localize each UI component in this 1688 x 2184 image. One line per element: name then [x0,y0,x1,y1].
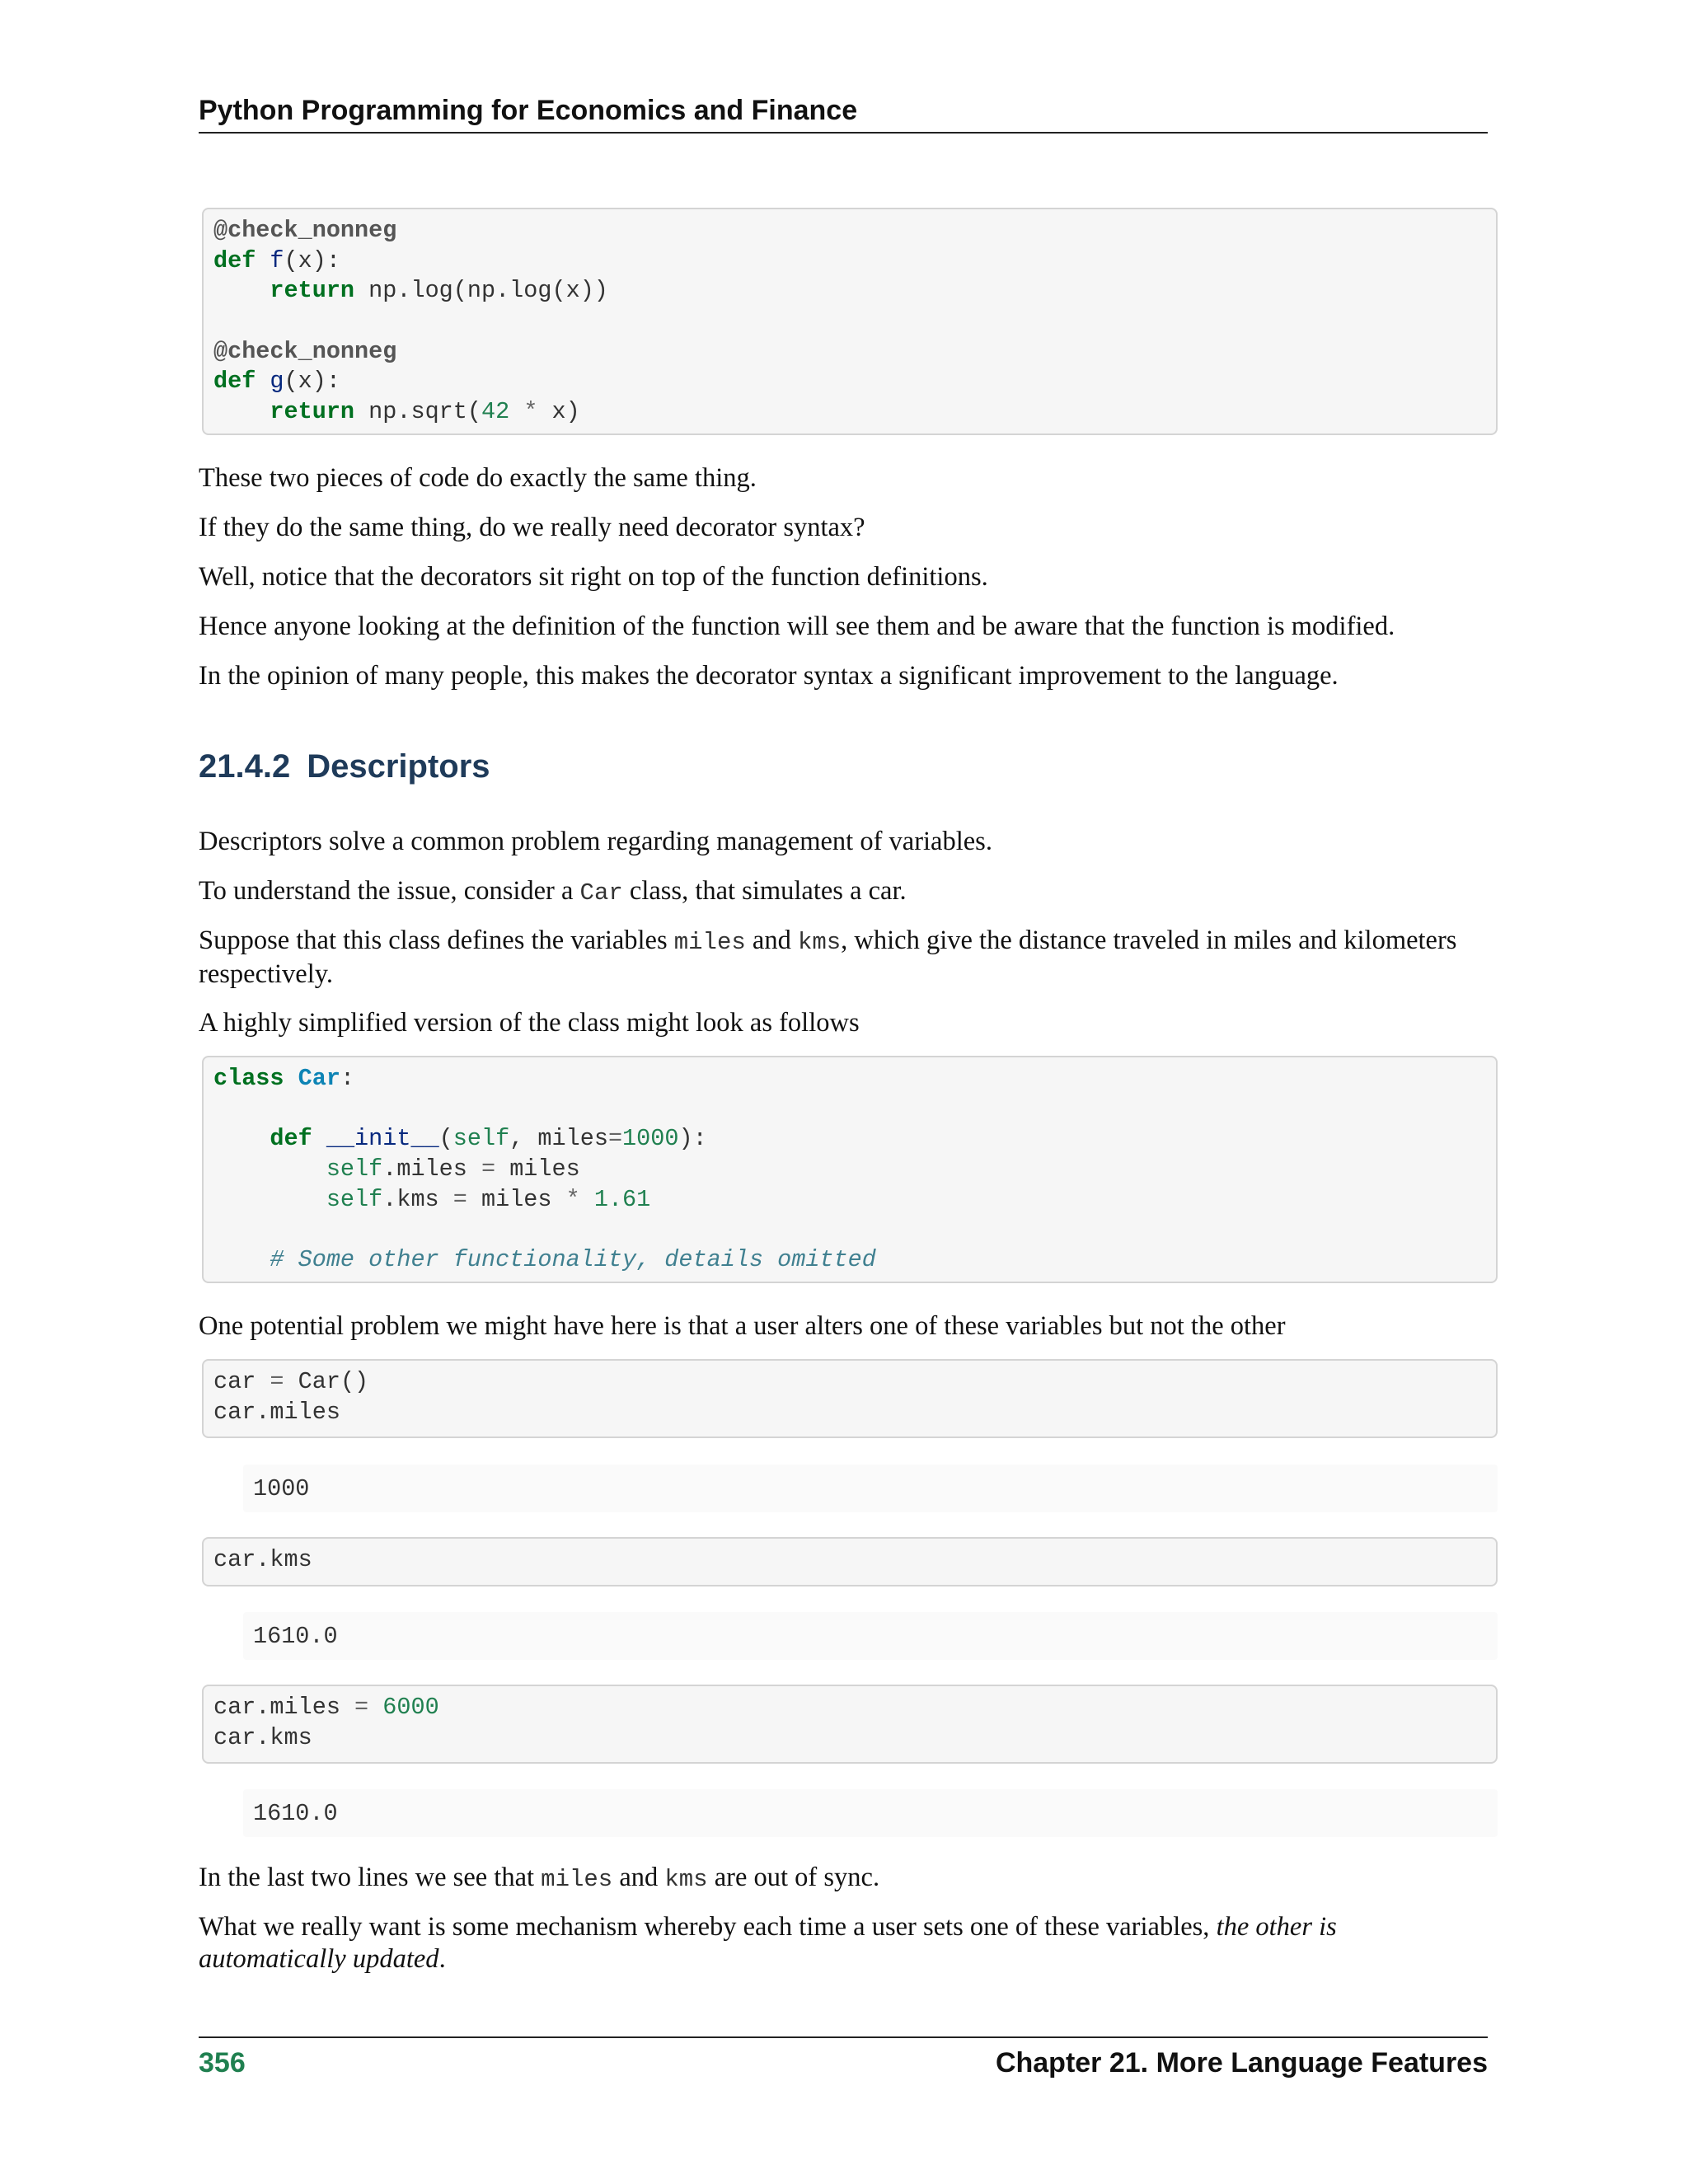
paragraph [199,1862,1488,1896]
code-text: miles [481,1185,552,1213]
def-keyword: def [270,1125,312,1153]
function-args: (x): [284,246,340,274]
number-literal: 6000 [382,1694,439,1721]
code-block-car-instance [202,1359,1498,1438]
operator: = [481,1155,496,1183]
paragraph: These two pieces of code do exactly the same thing. [199,463,757,493]
paragraph: If they do the same thing, do we really need decorator syntax? [199,513,865,542]
running-footer [199,2042,1488,2083]
paragraph [199,1911,1488,1975]
text-run: Suppose that this class defines the variables [199,926,674,955]
operator: = [354,1694,369,1721]
text-run: and [745,926,798,955]
paragraph [199,925,1488,991]
self-token: self [326,1185,383,1213]
text-run: . [438,1944,446,1974]
output-block [243,1789,1498,1837]
output-block [243,1465,1498,1512]
paragraph: In the opinion of many people, this makes the decorator syntax a significant improvement to the language. [199,661,1339,691]
paragraph: Descriptors solve a common problem regarding management of variables. [199,827,992,856]
code-block-set-miles [202,1685,1498,1764]
paragraph [199,875,1488,909]
number-literal: 1.61 [593,1185,651,1213]
inline-code: Car [579,879,623,907]
output-text: 1000 [253,1475,310,1502]
code-block-decorators [202,208,1498,435]
inline-code: miles [541,1866,613,1893]
section-title: Descriptors [307,748,490,785]
decorator-token: @check_nonneg [213,337,397,365]
def-keyword: def [213,246,256,274]
text-run: are out of sync. [707,1863,880,1892]
number-literal: 42 [481,398,510,426]
code-text: , miles [509,1125,608,1153]
section-number: 21.4.2 [199,748,291,785]
output-block [243,1612,1498,1660]
def-keyword: def [213,368,256,396]
paragraph: A highly simplified version of the class might look as follows [199,1008,860,1038]
self-token: self [326,1155,383,1183]
code-text: car.miles [213,1694,340,1721]
operator: * [565,1185,580,1213]
code-text: car.kms [213,1546,312,1573]
text-run: What we really want is some mechanism whereby each time a user sets one of these variables, [199,1912,1217,1942]
function-name: g [270,368,284,396]
text-run: To understand the issue, consider a [199,876,580,906]
code-text: .kms [382,1185,439,1213]
text-run: class, that simulates a car. [622,876,907,906]
chapter-title: Chapter 21. More Language Features [995,2047,1488,2079]
code-text: car.kms [213,1723,312,1751]
function-name: __init__ [326,1125,439,1153]
paragraph: Hence anyone looking at the definition of the function will see them and be aware that the function is modified. [199,612,1395,641]
self-token: self [452,1125,510,1153]
code-block-car-class [202,1056,1498,1283]
class-keyword: class [213,1065,284,1092]
operator: = [452,1185,467,1213]
code-block-kms [202,1537,1498,1586]
class-name: Car [298,1065,340,1092]
page-number: 356 [199,2047,246,2079]
operator: * [523,398,538,426]
code-text: car [213,1368,256,1395]
code-text: car.miles [213,1398,340,1426]
function-args: (x): [284,368,340,396]
operator: = [270,1368,284,1395]
code-text: ( [438,1125,453,1153]
running-header: Python Programming for Economics and Finance [199,92,1488,134]
text-run: and [612,1863,665,1892]
emphasis-text: the other is automatically updated [199,1912,1337,1974]
code-text: np.sqrt( [368,398,481,426]
paragraph: Well, notice that the decorators sit right on top of the function definitions. [199,562,988,592]
return-keyword: return [270,277,355,305]
inline-code: kms [797,929,842,956]
return-keyword: return [270,398,355,426]
code-text: : [340,1065,355,1092]
text-run: , which give the distance traveled in miles and kilometers respectively. [199,926,1457,989]
code-text: ): [678,1125,707,1153]
output-text: 1610.0 [253,1623,338,1650]
number-literal: 1000 [622,1125,679,1153]
output-text: 1610.0 [253,1800,338,1827]
paragraph: One potential problem we might have here is that a user alters one of these variables but not the other [199,1311,1286,1341]
code-text: x) [551,398,580,426]
text-run: In the last two lines we see that [199,1863,542,1892]
inline-code: miles [673,929,746,956]
return-expression: np.log(np.log(x)) [368,277,608,305]
inline-code: kms [664,1866,708,1893]
section-heading [199,746,1488,787]
decorator-token: @check_nonneg [213,217,397,244]
code-comment: # Some other functionality, details omitted [270,1246,876,1274]
code-text: miles [509,1155,580,1183]
code-text: .miles [382,1155,467,1183]
operator: = [607,1125,623,1153]
code-text: Car() [298,1368,369,1395]
footer-rule [199,2036,1488,2038]
function-name: f [270,246,284,274]
